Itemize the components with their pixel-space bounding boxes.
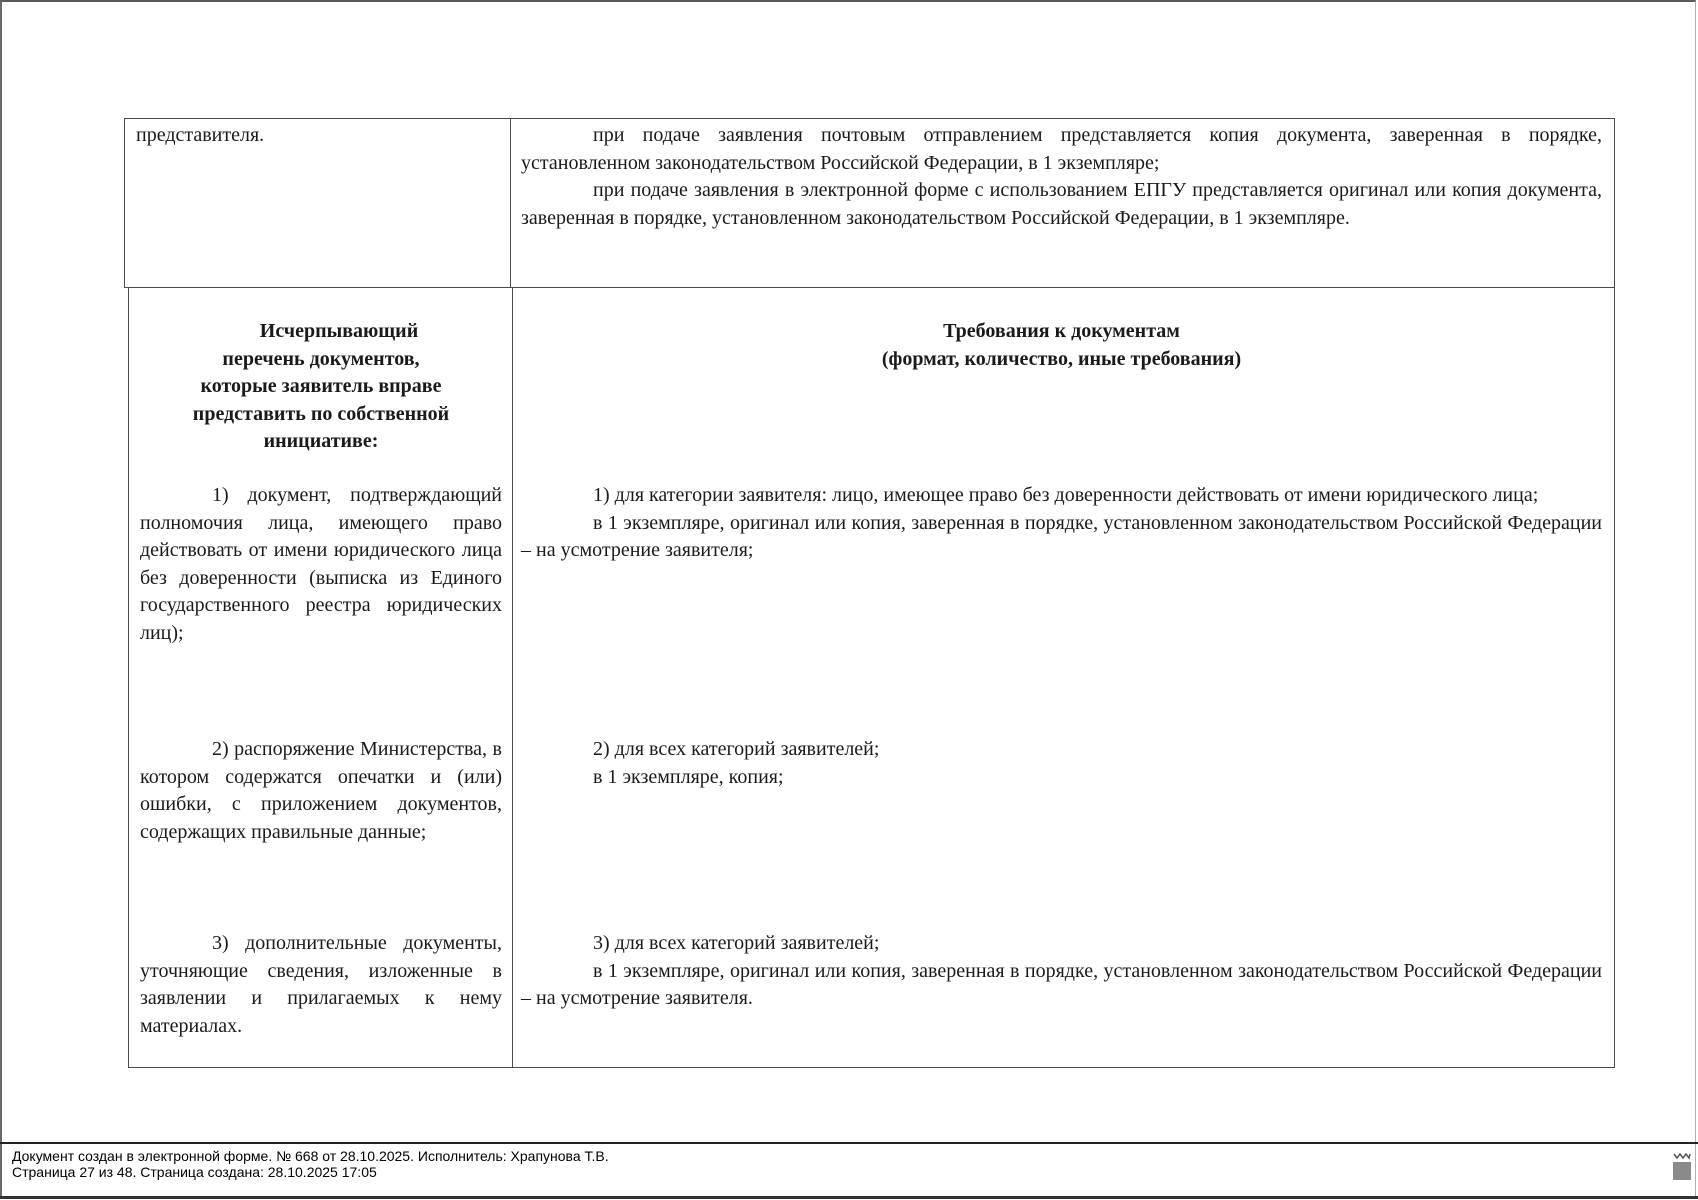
item2-document-description: 2) распоряжение Министерства, в котором содержатся опечатки и (или) ошибки, с приложением документов, содержащих правильные данные; [140, 738, 502, 843]
header-left-line: представить по собственной [192, 402, 450, 425]
footer-page-info: Страница 27 из 48. Страница создана: 28.10.2025 17:05 [12, 1164, 377, 1180]
footer-document-info: Документ создан в электронной форме. № 668 от 28.10.2025. Исполнитель: Храпунова Т.В. [12, 1148, 609, 1164]
item2-left-cell [140, 736, 502, 846]
row1-right-cell [521, 122, 1602, 232]
scanner-mark-icon [1672, 1152, 1692, 1182]
item2-right-cell [521, 736, 1602, 791]
item1-requirement-paragraph: в 1 экземпляре, оригинал или копия, заверенная в порядке, установленном законодательством Российской Федерации – на усмотрение заявителя; [521, 511, 1602, 561]
item3-right-cell [521, 930, 1602, 1013]
page-bottom-edge [0, 1196, 1698, 1199]
item3-document-description: 3) дополнительные документы, уточняющие сведения, изложенные в заявлении и прилагаемых к нему материалах. [140, 932, 502, 1037]
row1-left-cell [136, 122, 502, 150]
header-left-cell [140, 318, 502, 456]
table-row-divider [124, 287, 1615, 288]
item1-left-cell [140, 482, 502, 647]
table-right-border [1614, 118, 1615, 1068]
item2-requirement-paragraph: в 1 экземпляре, копия; [593, 765, 784, 788]
document-footer [12, 1148, 609, 1180]
table-top-border [124, 118, 1615, 119]
item3-left-cell [140, 930, 502, 1040]
table-middle-border [510, 118, 511, 288]
footer-divider [0, 1142, 1698, 1144]
row1-right-paragraph: при подаче заявления почтовым отправлением представляется копия документа, заверенная в порядке, установленном законодательством Российской Федерации, в 1 экземпляре; [521, 124, 1602, 174]
row1-right-paragraph: при подаче заявления в электронной форме с использованием ЕПГУ представляется оригинал или копия документа, заверенная в порядке, установленном законодательством Российской Федерации, в 1 экземпляре. [521, 179, 1602, 229]
table-middle-border-lower [512, 287, 513, 1068]
table-left-border [124, 118, 125, 288]
row1-left-text: представителя. [136, 124, 265, 146]
table-bottom-border [128, 1067, 1615, 1068]
header-right-line: Требования к документам [943, 320, 1180, 342]
item2-requirement-paragraph: 2) для всех категорий заявителей; [593, 738, 880, 760]
header-left-line: Исчерпывающий [259, 320, 419, 342]
header-left-line: которые заявитель вправе [200, 375, 442, 397]
header-left-line: инициативе: [263, 430, 379, 452]
header-left-line: перечень документов, [222, 347, 420, 370]
item1-document-description: 1) документ, подтверждающий полномочия лица, имеющего право действовать от имени юридического лица без доверенности (выписка из Единого государственного реестра юридических лиц); [140, 484, 502, 644]
item3-requirement-paragraph: в 1 экземпляре, оригинал или копия, заверенная в порядке, установленном законодательством Российской Федерации – на усмотрение заявителя. [521, 959, 1602, 1009]
header-right-cell [521, 318, 1602, 373]
item3-requirement-paragraph: 3) для всех категорий заявителей; [593, 932, 880, 954]
header-right-line: (формат, количество, иные требования) [881, 347, 1242, 370]
table-left-border-lower [128, 287, 129, 1068]
item1-right-cell [521, 482, 1602, 565]
item1-requirement-paragraph: 1) для категории заявителя: лицо, имеющее право без доверенности действовать от имени юридического лица; [593, 484, 1539, 506]
